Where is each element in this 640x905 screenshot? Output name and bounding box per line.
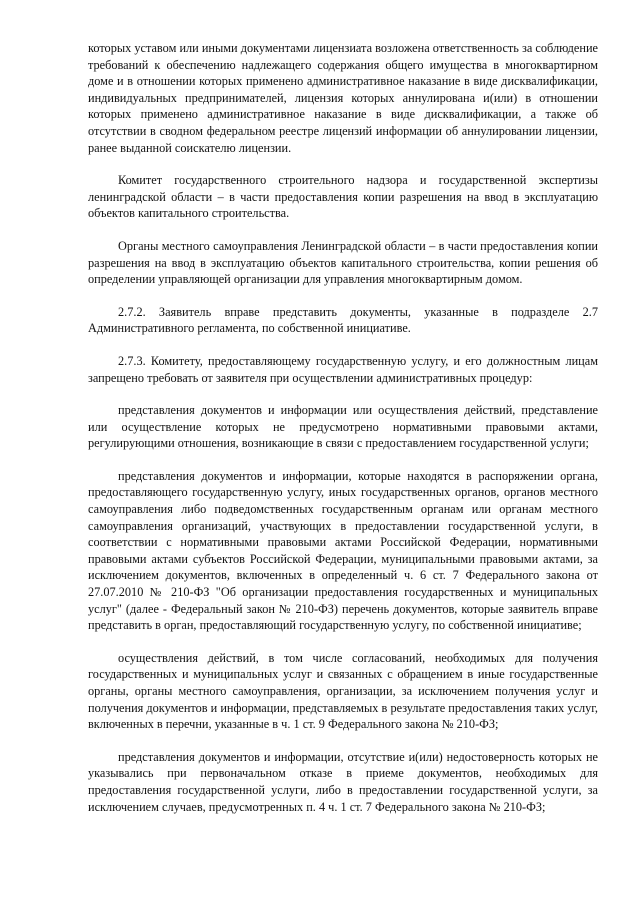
paragraph-license-registry: которых уставом или иными документами лицензиата возложена ответственность за соблюдение требований к обеспечению надлежащего содержания общего имущества в многоквартирном доме и в отношении которых применено административное наказание в виде дисквалификации, индивидуальных предпринимателей, лицензия которых аннулирована и(или) в отношении которых применено административное наказание в виде дисквалификации, а также об отсутствии в сводном федеральном реестре лицензий информации об аннулировании лицензии, ранее выданной соискателю лицензии. bbox=[88, 41, 598, 155]
paragraph-2-7-2: 2.7.2. Заявитель вправе представить документы, указанные в подразделе 2.7 Административного регламента, по собственной инициативе. bbox=[88, 304, 598, 336]
paragraph-construction-committee: Комитет государственного строительного надзора и государственной экспертизы ленинградской области – в части предоставления копии разрешения на ввод в эксплуатацию объектов капитального строительства. bbox=[88, 173, 598, 221]
list-item-initial-refusal: представления документов и информации, отсутствие и(или) недостоверность которых не указывались при первоначальном отказе в приеме документов, необходимых для предоставления государственной услуги, либо в предоставлении государственной услуги, за исключением случаев, предусмотренных п. 4 ч. 1 ст. 7 Федерального закона № 210-ФЗ; bbox=[88, 749, 598, 814]
paragraph-2-7-3: 2.7.3. Комитету, предоставляющему государственную услугу, и его должностным лицам запрещено требовать от заявителя при осуществлении административных процедур: bbox=[88, 353, 598, 385]
list-item-approvals: осуществления действий, в том числе согласований, необходимых для получения государственных и муниципальных услуг и связанных с обращением в иные государственные органы, органы местного самоуправления, организации, за исключением получения услуг и получения документов и информации, представляемых в результате предоставления таких услуг, включенных в перечни, указанные в ч. 1 ст. 9 Федерального закона № 210-ФЗ; bbox=[88, 650, 598, 732]
list-item-held-documents: представления документов и информации, которые находятся в распоряжении органа, предоставляющего государственную услугу, иных государственных органов, органов местного самоуправления либо подведомственных государственным органам или органам местного самоуправления организаций, участвующих в предоставлении государственной услуги, в соответствии с нормативными правовыми актами Российской Федерации, нормативными правовыми актами субъектов Российской Федерации, муниципальными правовыми актами, за исключением документов, включенных в определенный ч. 6 ст. 7 Федерального закона от 27.07.2010 № 210-ФЗ "Об организации предоставления государственных и муниципальных услуг" (далее - Федеральный закон № 210-ФЗ) перечень документов, которые заявитель вправе представить в орган, предоставляющий государственную услугу, по собственной инициативе; bbox=[88, 468, 598, 633]
paragraph-local-government: Органы местного самоуправления Ленинградской области – в части предоставления копии разрешения на ввод в эксплуатацию объектов капитального строительства, копии решения об определении управляющей организации для управления многоквартирным домом. bbox=[88, 238, 598, 287]
list-item-unregulated-documents: представления документов и информации или осуществления действий, представление или осуществление которых не предусмотрено нормативными правовыми актами, регулирующими отношения, возникающие в связи с предоставлением государственной услуги; bbox=[88, 403, 598, 451]
